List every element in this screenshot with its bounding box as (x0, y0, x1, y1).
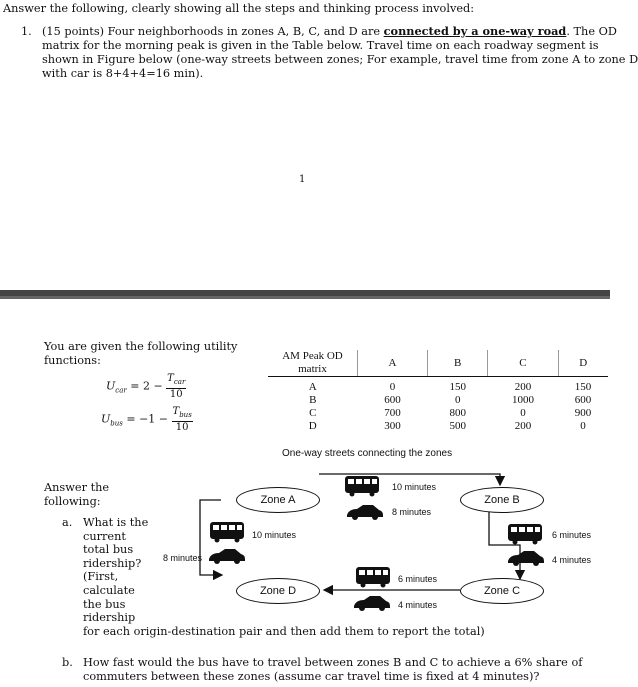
od-header-line-1: AM Peak OD (282, 350, 343, 362)
part-a-line: ridership (83, 611, 136, 625)
edge-b-to-c (489, 512, 520, 579)
utility-intro-line-1: You are given the following utility (44, 340, 238, 353)
od-cell: 500 (449, 420, 466, 432)
bus-icon (508, 524, 542, 545)
question-line-1-post: . The OD (566, 25, 617, 38)
part-a-line: total bus (83, 543, 134, 557)
bus-time-subscript: bus (179, 411, 192, 419)
ab-car-time: 8 minutes (392, 507, 432, 517)
part-b-label: b. (62, 656, 73, 669)
part-a-line: What is the (83, 516, 149, 529)
od-cell: 150 (449, 381, 466, 393)
od-col-header: C (488, 350, 558, 377)
od-cell: 0 (580, 420, 586, 432)
zone-b-node: Zone B (460, 487, 544, 513)
utility-intro-line-2: functions: (44, 354, 101, 367)
car-utility-subscript: car (115, 386, 127, 395)
part-a-line: (First, (83, 570, 119, 584)
od-cell: 700 (384, 407, 401, 419)
question-underlined-phrase: connected by a one-way road (383, 24, 567, 38)
question-line-2: matrix for the morning peak is given in the Table below. Travel time on each roadway segment is (42, 39, 599, 52)
bc-bus-time: 6 minutes (552, 530, 592, 540)
od-cell: 150 (574, 381, 592, 393)
od-row-zone: C (309, 407, 317, 419)
cd-car-time: 4 minutes (398, 600, 438, 610)
car-time-symbol: T (167, 373, 174, 384)
od-row-zone: D (308, 420, 317, 432)
od-col-header: A (357, 350, 427, 377)
od-col-header: B (428, 350, 488, 377)
cd-bus-time: 6 minutes (398, 574, 438, 584)
od-cell: 800 (449, 407, 466, 419)
part-a-last-line: for each origin-destination pair and then add them to report the total) (83, 624, 485, 638)
ad-car-time: 8 minutes (163, 553, 203, 563)
od-cell: 200 (514, 381, 532, 393)
bus-time-symbol: T (172, 406, 180, 417)
car-fraction-denominator: 10 (169, 389, 183, 400)
od-cell: 0 (389, 381, 396, 393)
page-number: 1 (299, 174, 306, 185)
intro-text: Answer the following, clearly showing all the steps and thinking process involved: (3, 2, 475, 15)
bus-utility-subscript: bus (110, 419, 123, 428)
part-a-line: the bus (83, 597, 126, 611)
part-a-text (83, 516, 485, 638)
car-icon (508, 551, 544, 566)
od-row-zone: B (309, 394, 317, 406)
car-utility-eq: = 2 − (130, 379, 163, 393)
car-utility-symbol: U (106, 379, 116, 393)
od-header-line-2: matrix (298, 363, 327, 375)
od-cell: 0 (454, 394, 461, 406)
od-cell: 600 (384, 394, 401, 406)
question-line-3: shown in Figure below (one-way streets between zones; For example, travel time from zone A to zone D (42, 53, 638, 66)
od-cell: 600 (574, 394, 592, 406)
part-a-line: calculate (83, 583, 135, 597)
ad-bus-time: 10 minutes (252, 530, 297, 540)
diagram-title: One-way streets connecting the zones (282, 448, 453, 459)
question-line-4: with car is 8+4+4=16 min). (42, 67, 204, 80)
ab-bus-time: 10 minutes (392, 482, 437, 492)
od-cell: 200 (514, 420, 532, 432)
car-time-subscript: car (173, 378, 186, 386)
od-cell: 300 (384, 420, 401, 432)
od-cell: 0 (520, 407, 526, 419)
od-row-zone: A (308, 381, 317, 393)
od-cell: 1000 (511, 394, 534, 406)
part-a-label: a. (62, 516, 73, 529)
answer-intro-line-2: following: (44, 495, 101, 508)
bus-icon (345, 476, 379, 497)
bus-utility-eq: = −1 − (126, 412, 169, 426)
part-a-line: current (83, 529, 126, 543)
zone-d-node: Zone D (236, 578, 320, 604)
bus-fraction-denominator: 10 (175, 422, 189, 433)
zone-a-node: Zone A (236, 487, 320, 513)
bus-utility-symbol: U (101, 412, 111, 426)
part-b-line-2: commuters between these zones (assume car travel time is fixed at 4 minutes)? (83, 670, 540, 683)
question-line-1-pre: (15 points) Four neighborhoods in zones A, B, C, and D are (42, 25, 384, 38)
od-cell: 900 (574, 407, 592, 419)
question-number: 1. (21, 25, 32, 38)
part-b-line-1: How fast would the bus have to travel between zones B and C to achieve a 6% share of (83, 656, 583, 669)
part-a-line: ridership? (83, 556, 142, 570)
answer-intro-line-1: Answer the (44, 481, 110, 494)
bc-car-time: 4 minutes (552, 555, 592, 565)
zone-c-node: Zone C (460, 578, 544, 604)
od-col-header: D (558, 350, 608, 377)
